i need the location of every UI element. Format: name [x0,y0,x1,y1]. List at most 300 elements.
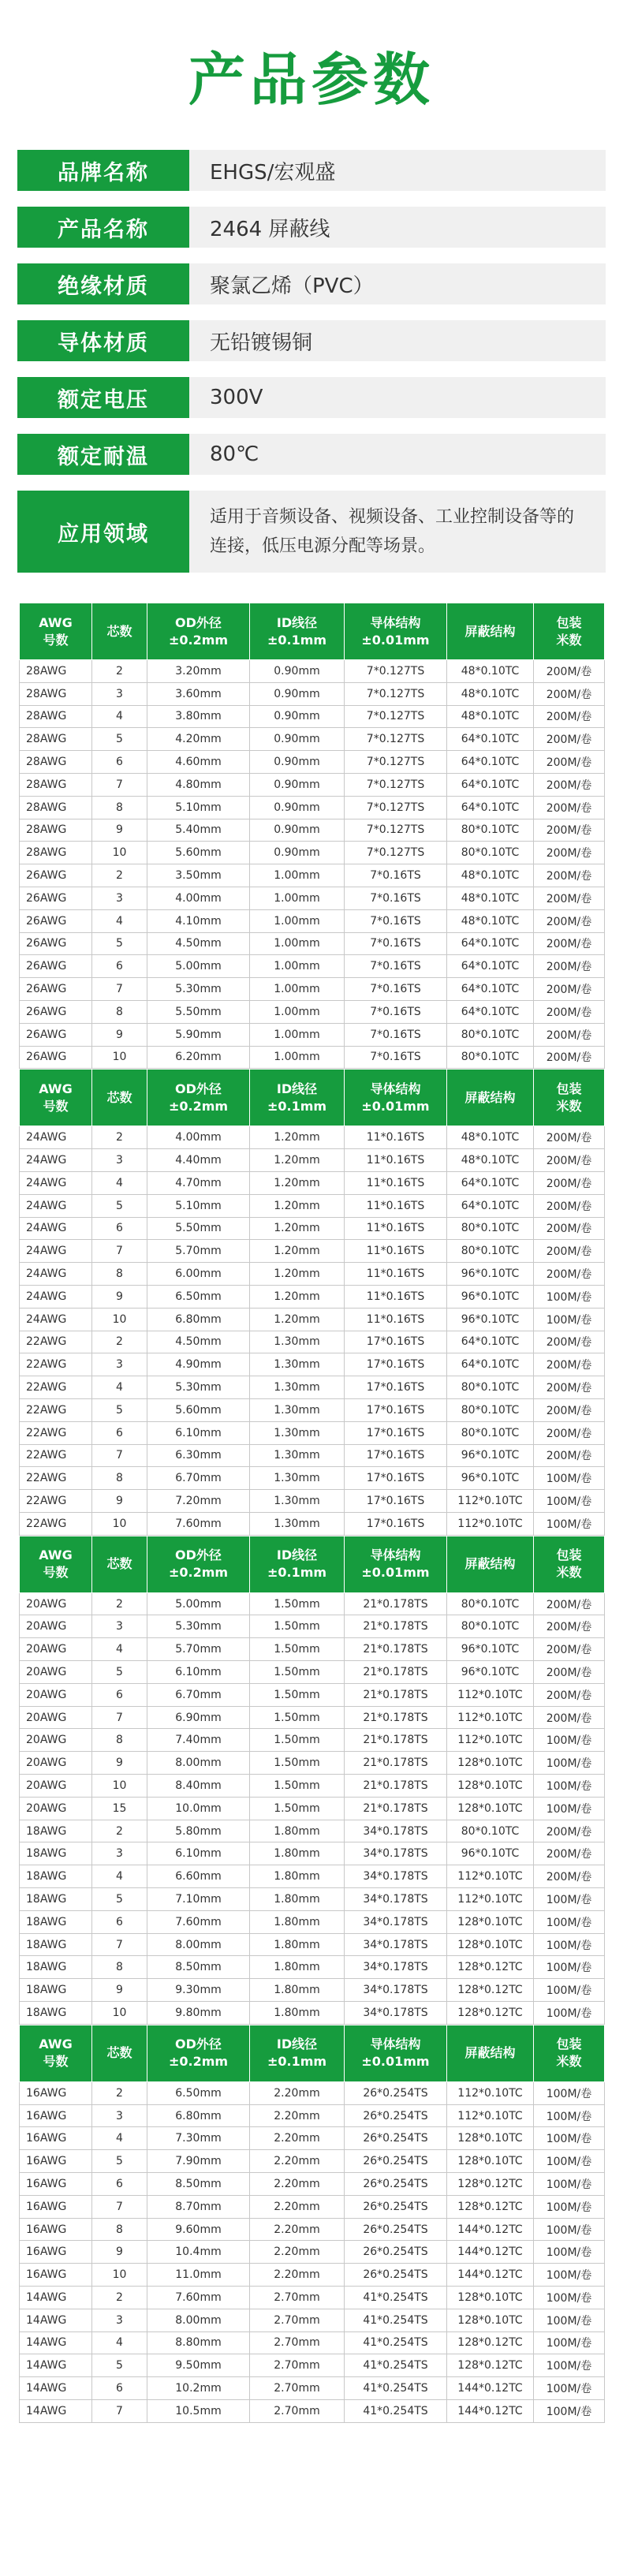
table-cell: 1.80mm [250,1956,345,1979]
table-cell: 9 [92,1752,147,1775]
table-cell: 18AWG [20,1956,92,1979]
table-cell: 100M/卷 [534,1956,605,1979]
table-cell: 24AWG [20,1240,92,1263]
table-cell: 100M/卷 [534,1512,605,1535]
table-cell: 200M/卷 [534,796,605,819]
table-cell: 128*0.10TC [447,1910,534,1933]
table-row [20,1888,605,1911]
table-row [20,2264,605,2287]
table-cell: 4 [92,1376,147,1399]
table-cell: 21*0.178TS [345,1638,447,1661]
table-cell: 48*0.10TC [447,864,534,887]
table-cell: 21*0.178TS [345,1661,447,1684]
table-cell: 2 [92,2287,147,2309]
column-header: 芯数 [92,603,147,660]
table-cell: 3 [92,1842,147,1865]
table-cell: 7*0.16TS [345,1000,447,1023]
table-cell: 2 [92,1126,147,1149]
table-cell: 28AWG [20,842,92,864]
table-row [20,1023,605,1046]
table-cell: 200M/卷 [534,682,605,705]
table-cell: 5.30mm [147,1615,250,1638]
table-cell: 21*0.178TS [345,1775,447,1798]
table-cell: 200M/卷 [534,1820,605,1842]
column-header: 芯数 [92,1536,147,1592]
table-cell: 1.30mm [250,1353,345,1376]
table-cell: 128*0.10TC [447,1775,534,1798]
table-cell: 3.80mm [147,705,250,728]
table-cell: 2 [92,660,147,683]
table-cell: 5 [92,932,147,955]
table-cell: 200M/卷 [534,1444,605,1467]
table-cell: 4 [92,1865,147,1888]
table-cell: 200M/卷 [534,864,605,887]
table-row [20,1240,605,1263]
param-row [17,263,606,304]
table-row [20,955,605,978]
table-cell: 144*0.12TC [447,2218,534,2241]
table-cell: 4.60mm [147,751,250,774]
table-cell: 112*0.10TC [447,1706,534,1729]
table-cell: 10 [92,842,147,864]
table-row [20,1820,605,1842]
table-cell: 100M/卷 [534,2150,605,2173]
table-cell: 112*0.10TC [447,1512,534,1535]
table-cell: 34*0.178TS [345,1820,447,1842]
table-cell: 112*0.10TC [447,1683,534,1706]
table-cell: 26AWG [20,955,92,978]
table-cell: 1.80mm [250,1820,345,1842]
table-cell: 34*0.178TS [345,1888,447,1911]
table-cell: 4.50mm [147,932,250,955]
table-cell: 128*0.12TC [447,1979,534,2002]
table-cell: 100M/卷 [534,2287,605,2309]
table-cell: 4 [92,2127,147,2150]
table-cell: 2.70mm [250,2377,345,2400]
table-cell: 112*0.10TC [447,1865,534,1888]
table-cell: 22AWG [20,1376,92,1399]
table-cell: 200M/卷 [534,1353,605,1376]
table-cell: 128*0.10TC [447,1933,534,1956]
table-cell: 100M/卷 [534,1775,605,1798]
table-row [20,819,605,842]
table-cell: 10.2mm [147,2377,250,2400]
table-cell: 26*0.254TS [345,2241,447,2264]
table-cell: 3 [92,2309,147,2331]
table-cell: 7*0.127TS [345,728,447,751]
table-cell: 8.00mm [147,2309,250,2331]
table-cell: 128*0.10TC [447,1797,534,1820]
table-cell: 34*0.178TS [345,1956,447,1979]
table-row [20,1512,605,1535]
table-cell: 2 [92,1592,147,1615]
table-cell: 64*0.10TC [447,751,534,774]
table-cell: 144*0.12TC [447,2264,534,2287]
table-cell: 3 [92,682,147,705]
param-value: EHGS/宏观盛 [210,160,336,185]
table-cell: 7*0.16TS [345,909,447,932]
table-cell: 1.80mm [250,1865,345,1888]
table-cell: 1.00mm [250,932,345,955]
table-cell: 6.20mm [147,1046,250,1069]
column-header: 芯数 [92,1070,147,1126]
table-cell: 7*0.16TS [345,864,447,887]
table-cell: 128*0.10TC [447,2309,534,2331]
table-cell: 1.20mm [250,1263,345,1286]
table-cell: 100M/卷 [534,2309,605,2331]
table-cell: 80*0.10TC [447,1421,534,1444]
table-row [20,2218,605,2241]
table-cell: 5 [92,1888,147,1911]
table-cell: 7*0.16TS [345,1023,447,1046]
column-header: 屏蔽结构 [447,1536,534,1592]
table-cell: 5.00mm [147,955,250,978]
column-header: 屏蔽结构 [447,1070,534,1126]
table-cell: 6 [92,2173,147,2196]
table-cell: 128*0.12TC [447,2173,534,2196]
table-cell: 80*0.10TC [447,842,534,864]
table-cell: 100M/卷 [534,1979,605,2002]
table-cell: 100M/卷 [534,1308,605,1331]
table-cell: 5.30mm [147,1376,250,1399]
table-cell: 200M/卷 [534,1023,605,1046]
table-cell: 64*0.10TC [447,1000,534,1023]
table-cell: 4.00mm [147,887,250,909]
table-cell: 24AWG [20,1285,92,1308]
table-cell: 6 [92,2377,147,2400]
table-cell: 7.60mm [147,1512,250,1535]
table-row [20,1638,605,1661]
table-cell: 1.50mm [250,1752,345,1775]
table-cell: 41*0.254TS [345,2331,447,2354]
table-cell: 2 [92,1820,147,1842]
table-cell: 2.20mm [250,2104,345,2127]
table-cell: 6 [92,1683,147,1706]
spec-table [19,2025,605,2423]
table-cell: 8.70mm [147,2195,250,2218]
column-header: 导体结构 ±0.01mm [345,1070,447,1126]
table-cell: 21*0.178TS [345,1592,447,1615]
table-cell: 11*0.16TS [345,1126,447,1149]
table-cell: 64*0.10TC [447,1171,534,1194]
table-cell: 1.80mm [250,1979,345,2002]
table-cell: 9.60mm [147,2218,250,2241]
table-cell: 18AWG [20,1888,92,1911]
table-cell: 100M/卷 [534,1285,605,1308]
table-cell: 28AWG [20,728,92,751]
params-list [0,150,623,573]
table-cell: 2 [92,864,147,887]
table-cell: 21*0.178TS [345,1752,447,1775]
table-cell: 7.10mm [147,1888,250,1911]
table-cell: 1.50mm [250,1638,345,1661]
table-cell: 1.50mm [250,1683,345,1706]
param-value: 300V [210,386,263,409]
table-cell: 48*0.10TC [447,887,534,909]
table-cell: 100M/卷 [534,1490,605,1513]
table-cell: 100M/卷 [534,2354,605,2377]
table-row [20,2081,605,2104]
table-cell: 144*0.12TC [447,2377,534,2400]
table-cell: 200M/卷 [534,1000,605,1023]
table-row [20,682,605,705]
column-header: 包装 米数 [534,2025,605,2081]
param-label: 额定电压 [17,377,189,418]
table-cell: 2.20mm [250,2081,345,2104]
table-row [20,2002,605,2025]
table-cell: 28AWG [20,819,92,842]
table-cell: 5.40mm [147,819,250,842]
table-cell: 200M/卷 [534,1046,605,1069]
column-header: AWG 号数 [20,1536,92,1592]
table-cell: 26*0.254TS [345,2195,447,2218]
table-row [20,887,605,909]
table-cell: 9 [92,1023,147,1046]
table-cell: 1.20mm [250,1126,345,1149]
table-cell: 9.30mm [147,1979,250,2002]
table-cell: 1.00mm [250,1046,345,1069]
table-cell: 26*0.254TS [345,2104,447,2127]
table-row [20,1706,605,1729]
table-cell: 41*0.254TS [345,2377,447,2400]
table-cell: 14AWG [20,2377,92,2400]
table-cell: 11*0.16TS [345,1194,447,1217]
table-cell: 6.10mm [147,1661,250,1684]
table-cell: 7 [92,1706,147,1729]
table-row [20,1775,605,1798]
table-cell: 24AWG [20,1217,92,1240]
param-label: 额定耐温 [17,434,189,475]
table-row [20,2173,605,2196]
table-cell: 17*0.16TS [345,1353,447,1376]
table-cell: 100M/卷 [534,2173,605,2196]
table-cell: 48*0.10TC [447,1149,534,1172]
table-row [20,1683,605,1706]
table-row [20,2150,605,2173]
table-row [20,2241,605,2264]
table-cell: 28AWG [20,660,92,683]
table-cell: 10.4mm [147,2241,250,2264]
table-cell: 17*0.16TS [345,1421,447,1444]
table-cell: 2.20mm [250,2173,345,2196]
table-cell: 1.00mm [250,978,345,1001]
table-cell: 17*0.16TS [345,1444,447,1467]
table-row [20,1467,605,1490]
table-cell: 16AWG [20,2264,92,2287]
table-cell: 7.30mm [147,2127,250,2150]
param-label: 导体材质 [17,320,189,361]
table-cell: 100M/卷 [534,2264,605,2287]
table-cell: 22AWG [20,1421,92,1444]
table-cell: 18AWG [20,1820,92,1842]
table-cell: 10 [92,2002,147,2025]
table-cell: 17*0.16TS [345,1490,447,1513]
table-cell: 100M/卷 [534,1910,605,1933]
table-cell: 9.80mm [147,2002,250,2025]
column-header: 屏蔽结构 [447,603,534,660]
table-cell: 41*0.254TS [345,2399,447,2422]
table-cell: 7 [92,1240,147,1263]
table-cell: 20AWG [20,1752,92,1775]
table-row [20,909,605,932]
table-cell: 200M/卷 [534,842,605,864]
table-cell: 1.30mm [250,1467,345,1490]
table-cell: 11*0.16TS [345,1217,447,1240]
table-cell: 14AWG [20,2399,92,2422]
table-cell: 34*0.178TS [345,1979,447,2002]
table-cell: 21*0.178TS [345,1683,447,1706]
table-row [20,1308,605,1331]
table-cell: 8.50mm [147,1956,250,1979]
table-cell: 8 [92,1263,147,1286]
table-cell: 10.5mm [147,2399,250,2422]
table-cell: 7 [92,978,147,1001]
table-cell: 200M/卷 [534,1398,605,1421]
table-row [20,864,605,887]
table-cell: 1.30mm [250,1331,345,1353]
table-cell: 8 [92,1729,147,1752]
column-header: 导体结构 ±0.01mm [345,603,447,660]
table-row [20,2309,605,2331]
table-cell: 200M/卷 [534,887,605,909]
table-header-row [20,1070,605,1126]
table-cell: 2.70mm [250,2309,345,2331]
table-cell: 4.40mm [147,1149,250,1172]
table-row [20,1979,605,2002]
table-cell: 3 [92,2104,147,2127]
table-cell: 7.90mm [147,2150,250,2173]
table-cell: 1.50mm [250,1661,345,1684]
table-cell: 22AWG [20,1331,92,1353]
table-cell: 1.00mm [250,1023,345,1046]
table-cell: 9 [92,1490,147,1513]
table-row [20,773,605,796]
table-cell: 4.00mm [147,1126,250,1149]
table-cell: 1.20mm [250,1171,345,1194]
table-cell: 22AWG [20,1444,92,1467]
table-cell: 100M/卷 [534,1729,605,1752]
table-cell: 0.90mm [250,705,345,728]
table-cell: 200M/卷 [534,955,605,978]
table-cell: 20AWG [20,1683,92,1706]
table-cell: 6.80mm [147,1308,250,1331]
table-cell: 2.70mm [250,2331,345,2354]
table-cell: 80*0.10TC [447,1376,534,1399]
table-cell: 0.90mm [250,682,345,705]
table-row [20,705,605,728]
table-cell: 34*0.178TS [345,1842,447,1865]
table-cell: 96*0.10TC [447,1444,534,1467]
table-row [20,2377,605,2400]
table-cell: 24AWG [20,1263,92,1286]
table-row [20,1661,605,1684]
table-cell: 18AWG [20,1865,92,1888]
table-cell: 7.60mm [147,1910,250,1933]
table-cell: 80*0.10TC [447,1398,534,1421]
table-cell: 8.40mm [147,1775,250,1798]
table-cell: 48*0.10TC [447,909,534,932]
table-cell: 7*0.16TS [345,955,447,978]
table-cell: 5 [92,1398,147,1421]
table-cell: 21*0.178TS [345,1797,447,1820]
table-cell: 200M/卷 [534,1149,605,1172]
table-cell: 15 [92,1797,147,1820]
table-row [20,2331,605,2354]
table-cell: 3.60mm [147,682,250,705]
table-cell: 5 [92,2150,147,2173]
table-cell: 34*0.178TS [345,1933,447,1956]
table-cell: 10 [92,1512,147,1535]
param-label: 应用领域 [17,491,189,573]
table-row [20,1752,605,1775]
table-cell: 26*0.254TS [345,2218,447,2241]
table-row [20,751,605,774]
table-cell: 9 [92,1979,147,2002]
param-value: 无铅镀锡铜 [210,330,313,355]
table-cell: 3 [92,1353,147,1376]
table-row [20,2287,605,2309]
table-cell: 200M/卷 [534,1194,605,1217]
table-cell: 5.10mm [147,796,250,819]
table-cell: 80*0.10TC [447,1592,534,1615]
table-row [20,1729,605,1752]
table-cell: 5.90mm [147,1023,250,1046]
table-cell: 1.00mm [250,909,345,932]
param-row [17,491,606,573]
table-cell: 18AWG [20,1842,92,1865]
table-cell: 18AWG [20,1933,92,1956]
table-cell: 200M/卷 [534,1615,605,1638]
table-cell: 16AWG [20,2104,92,2127]
table-cell: 1.20mm [250,1308,345,1331]
table-cell: 28AWG [20,705,92,728]
table-cell: 26AWG [20,1000,92,1023]
table-cell: 4.70mm [147,1171,250,1194]
table-cell: 7*0.16TS [345,887,447,909]
table-cell: 5.60mm [147,842,250,864]
table-cell: 200M/卷 [534,1126,605,1149]
table-cell: 26*0.254TS [345,2264,447,2287]
table-cell: 11*0.16TS [345,1240,447,1263]
table-cell: 7*0.127TS [345,705,447,728]
table-cell: 2.20mm [250,2241,345,2264]
table-cell: 7*0.127TS [345,660,447,683]
table-row [20,1171,605,1194]
table-cell: 7*0.127TS [345,796,447,819]
table-cell: 7 [92,2399,147,2422]
table-cell: 1.00mm [250,864,345,887]
table-cell: 2.70mm [250,2354,345,2377]
table-cell: 9 [92,2241,147,2264]
column-header: 包装 米数 [534,1070,605,1126]
table-cell: 20AWG [20,1706,92,1729]
table-cell: 1.50mm [250,1729,345,1752]
param-row [17,150,606,191]
table-header-row [20,603,605,660]
table-row [20,1490,605,1513]
table-cell: 6 [92,1421,147,1444]
table-cell: 22AWG [20,1512,92,1535]
table-row [20,660,605,683]
table-cell: 26AWG [20,978,92,1001]
spec-tables [0,603,623,2423]
column-header: 芯数 [92,2025,147,2081]
table-cell: 2.20mm [250,2127,345,2150]
table-cell: 10.0mm [147,1797,250,1820]
table-cell: 6 [92,1910,147,1933]
table-cell: 4 [92,1638,147,1661]
table-cell: 11*0.16TS [345,1171,447,1194]
